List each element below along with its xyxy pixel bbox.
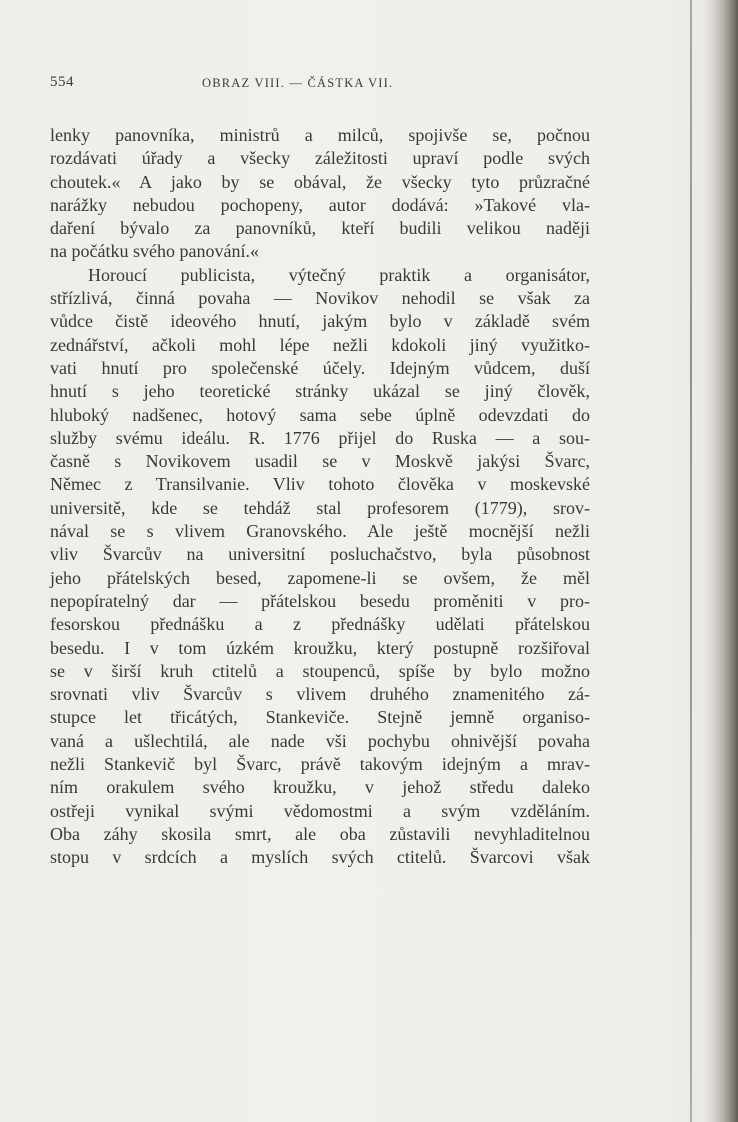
text-line: nával se s vlivem Granovského. Ale ještě mocnější nežli xyxy=(50,521,590,542)
text-line: vaná a ušlechtilá, ale nade vši pochybu ohnivější povaha xyxy=(50,730,590,751)
text-line: služby svému ideálu. R. 1776 přijel do Ruska — a sou- xyxy=(50,427,590,448)
text-line: ostřeji vynikal svými vědomostmi a svým vzděláním. xyxy=(50,800,590,821)
text-line: Němec z Transilvanie. Vliv tohoto člověka v moskevské xyxy=(50,474,590,495)
text-line: narážky nebudou pochopeny, autor dodává: »Takové vla- xyxy=(50,194,590,215)
body-text xyxy=(50,124,590,870)
text-line: srovnati vliv Švarcův s vlivem druhého znamenitého zá- xyxy=(50,684,590,705)
text-line: hnutí s jeho teoretické stránky ukázal se jiný člověk, xyxy=(50,381,590,402)
text-line: nepopíratelný dar — přátelskou besedu proměniti v pro- xyxy=(50,590,590,611)
text-line: choutek.« A jako by se obával, že všecky tyto průzračné xyxy=(50,171,590,192)
text-line: universitě, kde se tehdáž stal profesorem (1779), srov- xyxy=(50,497,590,518)
running-head: OBRAZ VIII. — ČÁSTKA VII. xyxy=(202,76,394,90)
text-line: hluboký nadšenec, hotový sama sebe úplně odevzdati do xyxy=(50,404,590,425)
page-edge-shadow xyxy=(676,0,738,1122)
text-line: Horoucí publicista, výtečný praktik a organisátor, xyxy=(88,264,590,285)
text-line: vliv Švarcův na universitní posluchačstvo, byla působnost xyxy=(50,544,590,565)
text-line: zednářství, ačkoli mohl lépe nežli kdokoli jiný využitko- xyxy=(50,334,590,355)
text-line: nežli Stankevič byl Švarc, právě takovým idejným a mrav- xyxy=(50,754,590,775)
text-line: na počátku svého panování.« xyxy=(50,241,259,262)
text-line: stupce let třicátých, Stankeviče. Stejně jemně organiso- xyxy=(50,707,590,728)
text-line: Oba záhy skosila smrt, ale oba zůstavili nevyhladitelnou xyxy=(50,823,590,844)
text-line: jeho přátelských besed, zapomene-li se ovšem, že měl xyxy=(50,567,590,588)
text-line: vůdce čistě ideového hnutí, jakým bylo v základě svém xyxy=(50,311,590,332)
text-line: střízlivá, činná povaha — Novikov nehodil se však za xyxy=(50,288,590,309)
page-header xyxy=(50,74,610,98)
text-line: ním orakulem svého kroužku, v jehož středu daleko xyxy=(50,777,590,798)
text-line: daření bývalo za panovníků, kteří budili velikou naději xyxy=(50,218,590,239)
text-line: fesorskou přednášku a z přednášky udělati přátelskou xyxy=(50,614,590,635)
text-line: se v širší kruh ctitelů a stoupenců, spíše by bylo možno xyxy=(50,660,590,681)
text-line: besedu. I v tom úzkém kroužku, který postupně rozšiřoval xyxy=(50,637,590,658)
text-line: rozdávati úřady a všecky záležitosti upraví podle svých xyxy=(50,148,590,169)
text-line: vati hnutí pro společenské účely. Idejným vůdcem, duší xyxy=(50,357,590,378)
text-line: lenky panovníka, ministrů a milců, spojivše se, počnou xyxy=(50,125,590,145)
page-number: 554 xyxy=(50,74,74,90)
page-edge-line xyxy=(690,0,692,1122)
text-line: stopu v srdcích a myslích svých ctitelů. Švarcovi však xyxy=(50,847,590,868)
text-line: časně s Novikovem usadil se v Moskvě jakýsi Švarc, xyxy=(50,451,590,472)
